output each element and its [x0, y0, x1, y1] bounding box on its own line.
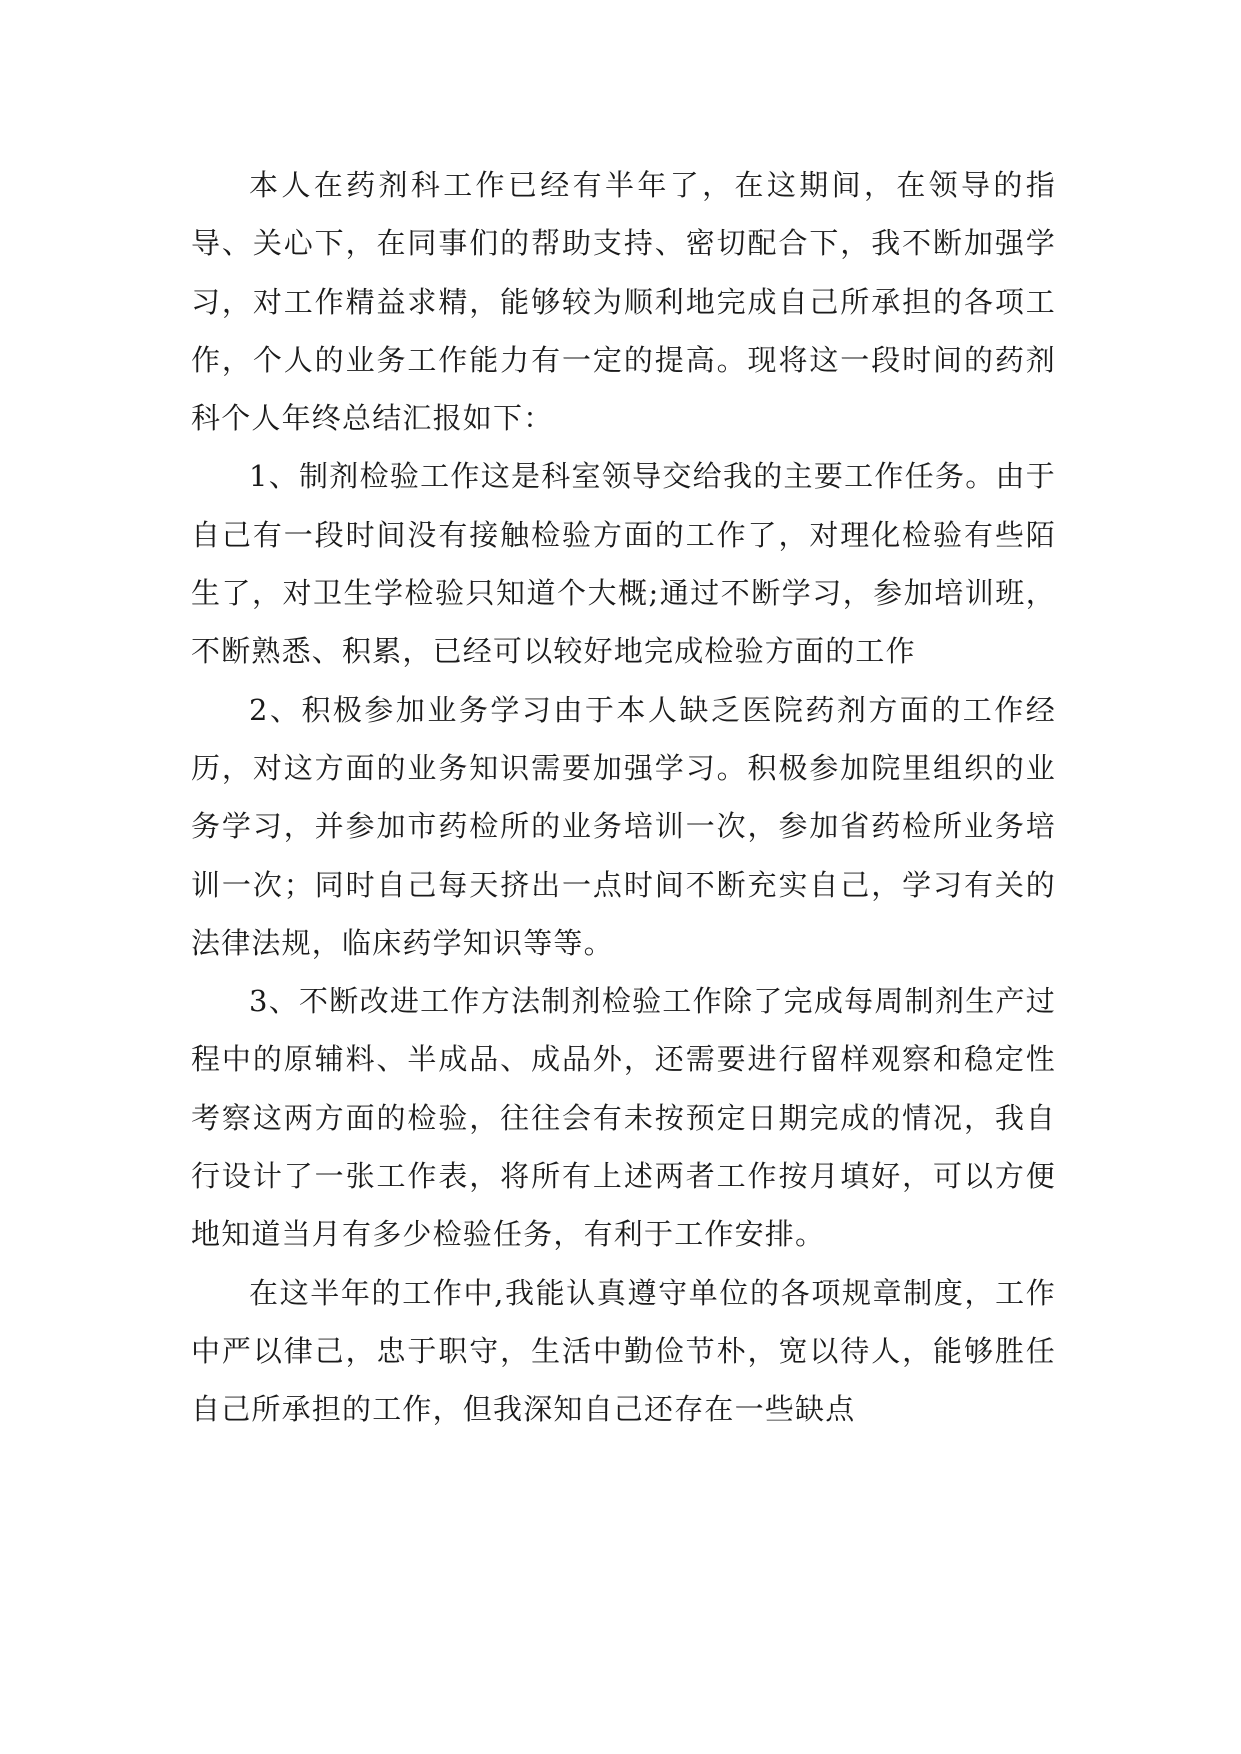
paragraph-conclusion: 在这半年的工作中,我能认真遵守单位的各项规章制度，工作中严以律己，忠于职守，生活中勤俭节朴，宽以待人，能够胜任自己所承担的工作，但我深知自己还存在一些缺点 — [191, 1275, 1056, 1427]
paragraph-item-1: 1、制剂检验工作这是科室领导交给我的主要工作任务。由于自己有一段时间没有接触检验方面的工作了，对理化检验有些陌生了，对卫生学检验只知道个大概;通过不断学习，参加培训班，不断熟悉、积累，已经可以较好地完成检验方面的工作 — [191, 459, 1056, 669]
document-body — [191, 156, 1056, 1439]
paragraph-item-3: 3、不断改进工作方法制剂检验工作除了完成每周制剂生产过程中的原辅料、半成品、成品外，还需要进行留样观察和稳定性考察这两方面的检验，往往会有未按预定日期完成的情况，我自行设计了一张工作表，将所有上述两者工作按月填好，可以方便地知道当月有多少检验任务，有利于工作安排。 — [191, 984, 1056, 1252]
paragraph-item-2: 2、积极参加业务学习由于本人缺乏医院药剂方面的工作经历，对这方面的业务知识需要加强学习。积极参加院里组织的业务学习，并参加市药检所的业务培训一次，参加省药检所业务培训一次；同时自己每天挤出一点时间不断充实自己，学习有关的法律法规，临床药学知识等等。 — [191, 692, 1056, 960]
paragraph-intro: 本人在药剂科工作已经有半年了，在这期间，在领导的指导、关心下，在同事们的帮助支持、密切配合下，我不断加强学习，对工作精益求精，能够较为顺利地完成自己所承担的各项工作，个人的业务工作能力有一定的提高。现将这一段时间的药剂科个人年终总结汇报如下： — [191, 168, 1056, 436]
